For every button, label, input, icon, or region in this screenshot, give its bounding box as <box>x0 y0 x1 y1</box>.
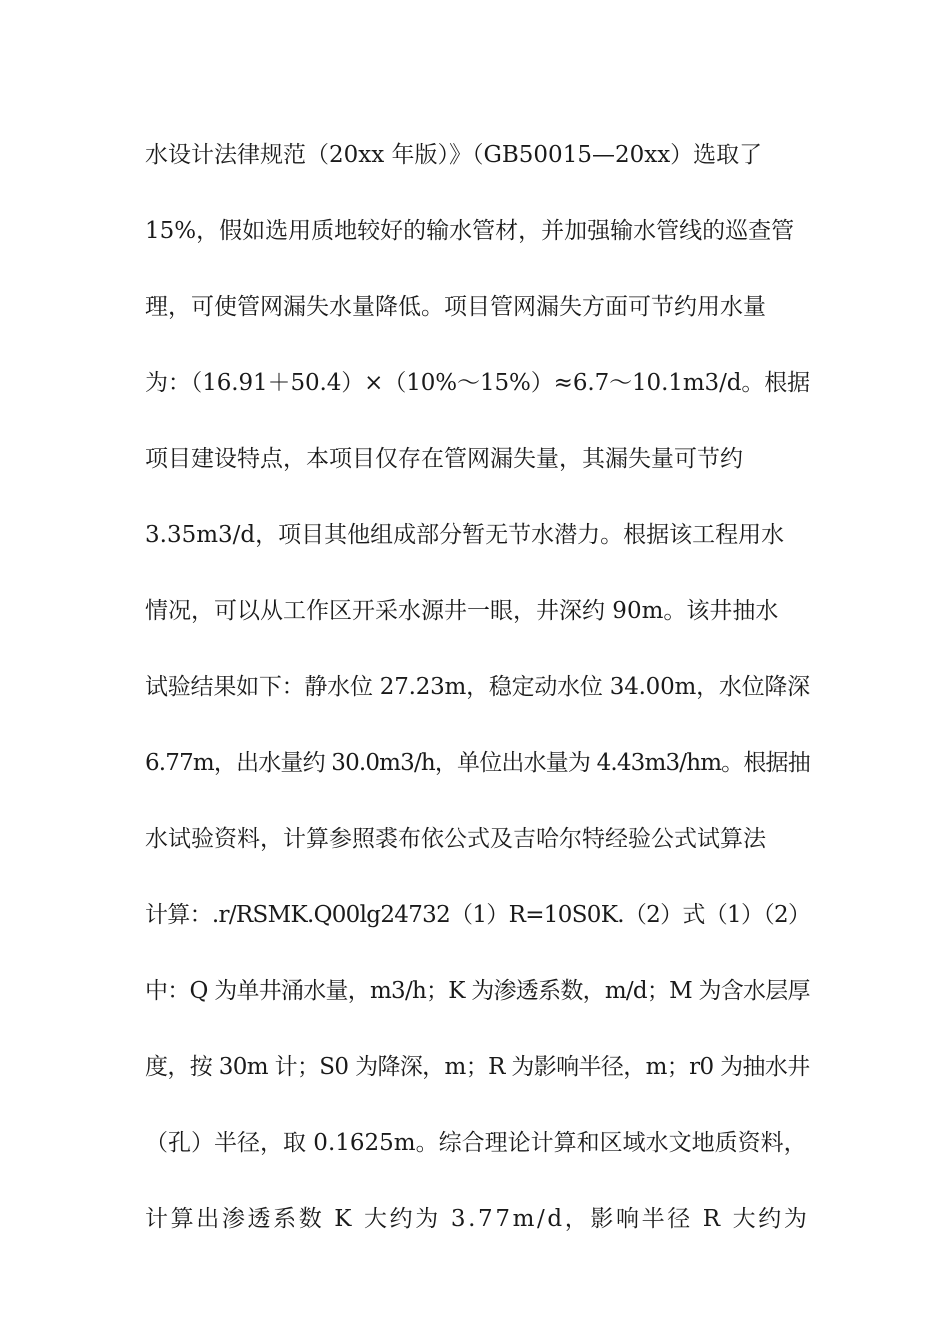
text-line: 理，可使管网漏失水量降低。项目管网漏失方面可节约用水量 <box>145 294 766 320</box>
text-line: 计算出渗透系数 K 大约为 3.77m/d，影响半径 R 大约为 <box>145 1206 810 1232</box>
body-text <box>145 132 810 1272</box>
text-line: 水设计法律规范（20xx 年版）》（GB50015—20xx）选取了 <box>145 142 763 168</box>
text-line: 情况，可以从工作区开采水源井一眼，井深约 90m。该井抽水 <box>145 598 779 624</box>
text-line: 水试验资料，计算参照裘布依公式及吉哈尔特经验公式试算法 <box>145 826 766 852</box>
text-line: 3.35m3/d，项目其他组成部分暂无节水潜力。根据该工程用水 <box>145 522 785 548</box>
text-line: （孔）半径，取 0.1625m。综合理论计算和区域水文地质资料， <box>145 1130 807 1156</box>
text-line: 项目建设特点，本项目仅存在管网漏失量，其漏失量可节约 <box>145 446 743 472</box>
text-line: 6.77m，出水量约 30.0m3/h，单位出水量为 4.43m3/hm。根据抽 <box>145 750 810 776</box>
text-line: 为：（16.91＋50.4）×（10%～15%）≈6.7～10.1m3/d。根据 <box>145 370 811 396</box>
text-line: 计算：.r/RSMK.Q00lg24732（1）R=10S0K.（2）式（1）（2） <box>145 902 811 928</box>
text-line: 度，按 30m 计；S0 为降深，m；R 为影响半径，m；r0 为抽水井 <box>145 1054 810 1080</box>
text-line: 试验结果如下：静水位 27.23m，稳定动水位 34.00m，水位降深 <box>145 674 810 700</box>
text-line: 中：Q 为单井涌水量，m3/h；K 为渗透系数，m/d；M 为含水层厚 <box>145 978 810 1004</box>
text-line: 15%，假如选用质地较好的输水管材，并加强输水管线的巡查管 <box>145 218 795 244</box>
